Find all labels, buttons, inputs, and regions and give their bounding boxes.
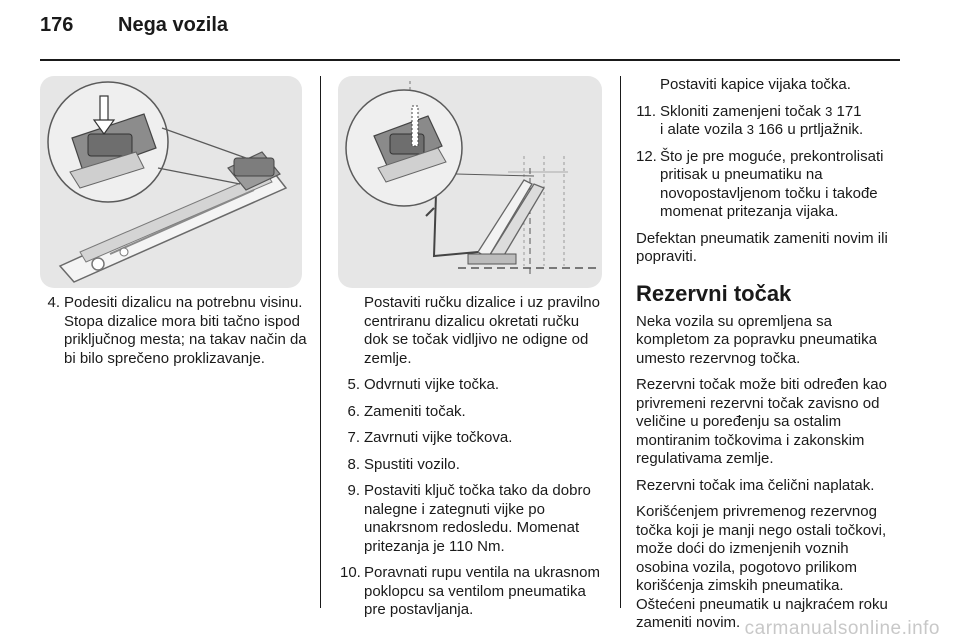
column-divider-2 xyxy=(620,76,621,608)
paragraph-steel-rim: Rezervni točak ima čelični naplatak. xyxy=(636,476,875,494)
step-number: 12. xyxy=(636,147,657,165)
step-number: 9. xyxy=(347,482,360,499)
page-number: 176 xyxy=(40,14,74,36)
step-text: Odvrnuti vijke točka. xyxy=(364,376,500,393)
column-3 xyxy=(636,76,904,641)
step-number: 10. xyxy=(340,564,361,581)
step-number: 5. xyxy=(347,376,360,393)
step-text xyxy=(660,103,863,139)
step-4 xyxy=(40,294,308,368)
step-number: 6. xyxy=(347,402,360,420)
step-number: 11. xyxy=(636,102,656,120)
step-text: Postaviti ključ točka tako da dobro nalegne i zategnuti vijke po unakrsnom redosledu. Momenat pritezanja je 110 Nm. xyxy=(364,482,591,555)
step-text: Zameniti točak. xyxy=(364,402,466,420)
step-10 xyxy=(340,564,606,620)
step-5 xyxy=(340,376,606,395)
step-number: 8. xyxy=(347,455,360,473)
crank-illustration xyxy=(338,76,602,288)
step-10-continuation: Postaviti kapice vijaka točka. xyxy=(660,76,851,93)
column-2 xyxy=(340,294,606,628)
page-ref-link[interactable]: 171 xyxy=(836,102,862,120)
page-header xyxy=(40,14,920,50)
watermark: carmanualsonline.info xyxy=(744,618,940,639)
step-text: Poravnati rupu ventila na ukrasnom poklopcu sa ventilom pneumatika pre postavljanja. xyxy=(364,564,600,618)
step-7 xyxy=(340,429,606,448)
step-11-text-c: u prtljažnik. xyxy=(783,121,864,138)
step-11-text-b: i alate vozila xyxy=(660,121,747,138)
step-8 xyxy=(340,456,606,475)
step-text: Podesiti dizalicu na potrebnu visinu. Stopa dizalice mora biti tačno ispod priključnog mesta; na takav način da bi bilo sprečeno proklizavanje. xyxy=(64,294,307,367)
step-11 xyxy=(636,103,904,140)
crank-handle-figure xyxy=(338,76,602,288)
jack-placement-figure xyxy=(40,76,302,288)
step-12 xyxy=(636,148,904,222)
page-ref-icon: 3 xyxy=(825,103,833,119)
paragraph-defective-tire: Defektan pneumatik zameniti novim ili popraviti. xyxy=(636,229,888,265)
step-9 xyxy=(340,482,606,556)
paragraph-driving-characteristics: Korišćenjem privremenog rezervnog točka koji je manji nego ostali točkovi, može doći do izmenjenih voznih osobina vozila, pogotovo prilikom korišćenja zimskih pneumatika. Oštećeni pneumatik u najkraćem roku zameniti novim. xyxy=(636,503,888,631)
jack-illustration xyxy=(40,76,302,288)
paragraph-repair-kit: Neka vozila su opremljena sa kompletom za popravku pneumatika umesto rezervnog točka. xyxy=(636,312,877,367)
crank-intro: Postaviti ručku dizalice i uz pravilno centriranu dizalicu okretati ručku dok se točak vidljivo ne odigne od zemlje. xyxy=(364,294,600,367)
page-title: Nega vozila xyxy=(118,14,229,36)
paragraph-temporary-spare: Rezervni točak može biti određen kao privremeni rezervni točak zavisno od veličine u poređenju sa ostalim montiranim točkovima i zakonskim regulativama zemlje. xyxy=(636,376,887,467)
step-number: 7. xyxy=(347,429,360,446)
step-number: 4. xyxy=(47,294,60,311)
page-ref-link[interactable]: 166 xyxy=(758,121,784,138)
column-divider-1 xyxy=(320,76,321,608)
page-ref-icon: 3 xyxy=(746,122,754,137)
step-11-text-a: Skloniti zamenjeni točak xyxy=(660,102,826,120)
step-text: Spustiti vozilo. xyxy=(364,455,460,473)
step-text: Zavrnuti vijke točkova. xyxy=(364,429,513,446)
section-heading-spare-wheel: Rezervni točak xyxy=(636,280,792,306)
column-1 xyxy=(40,294,308,376)
step-6 xyxy=(340,403,606,422)
header-rule xyxy=(40,59,900,61)
step-text: Što je pre moguće, prekontrolisati pritisak u pneumatiku na novopostavljenom točku i takođe momenat pritezanja vijaka. xyxy=(660,147,884,220)
